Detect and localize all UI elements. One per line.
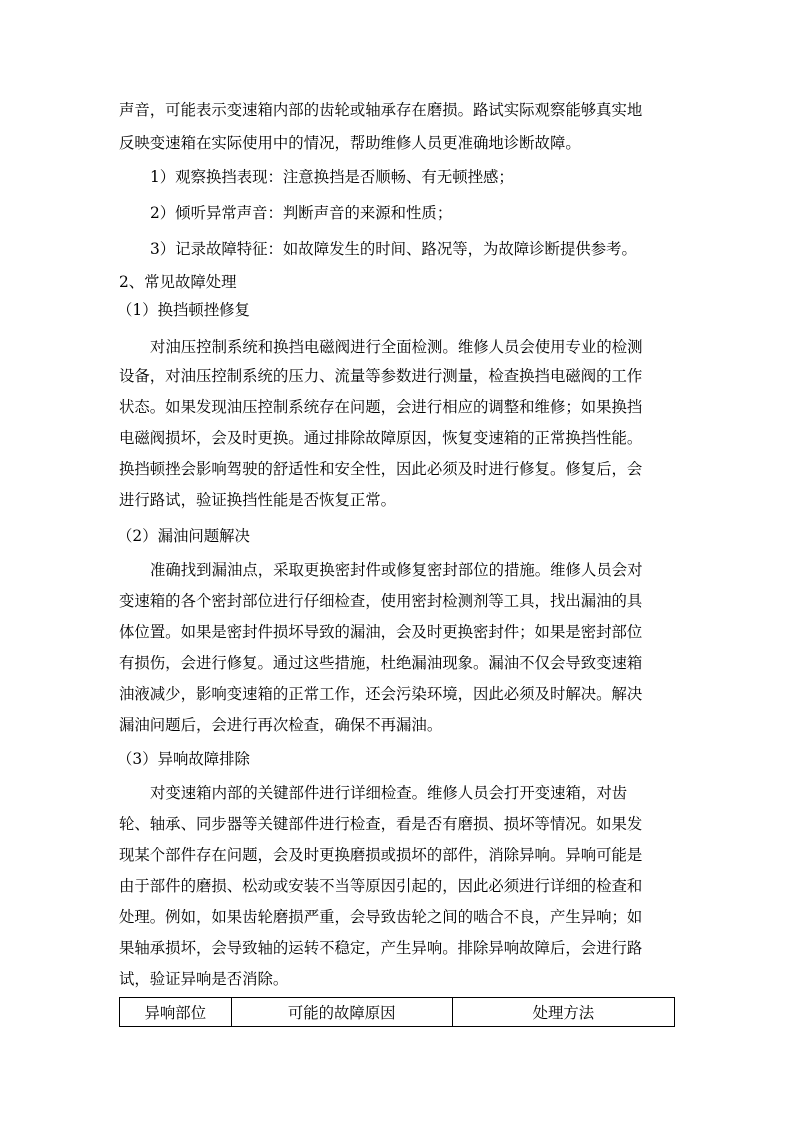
paragraph-line: 对油压控制系统和换挡电磁阀进行全面检测。维修人员会使用专业的检测: [150, 338, 643, 356]
subsection-heading: （1）换挡顿挫修复: [117, 301, 250, 319]
section-heading: 2、常见故障处理: [119, 273, 237, 291]
list-item: 3）记录故障特征：如故障发生的时间、路况等，为故障诊断提供参考。: [150, 240, 637, 258]
table-header-row: [120, 998, 675, 1027]
paragraph-line: 处理。例如，如果齿轮磨损严重，会导致齿轮之间的啮合不良，产生异响；如: [119, 908, 643, 926]
paragraph-line: 轮、轴承、同步器等关键部件进行检查，看是否有磨损、损坏等情况。如果发: [119, 815, 643, 833]
paragraph-line: 漏油问题后，会进行再次检查，确保不再漏油。: [119, 716, 443, 734]
subsection-heading: （2）漏油问题解决: [117, 527, 250, 545]
paragraph-line: 声音，可能表示变速箱内部的齿轮或轴承存在磨损。路试实际观察能够真实地: [119, 101, 643, 119]
paragraph-line: 准确找到漏油点，采取更换密封件或修复密封部位的措施。维修人员会对: [150, 561, 643, 579]
paragraph-line: 状态。如果发现油压控制系统存在问题，会进行相应的调整和维修；如果换挡: [119, 398, 643, 416]
paragraph-line: 现某个部件存在问题，会及时更换磨损或损坏的部件，消除异响。异响可能是: [119, 846, 643, 864]
paragraph-line: 电磁阀损坏，会及时更换。通过排除故障原因，恢复变速箱的正常换挡性能。: [119, 429, 643, 447]
paragraph-line: 变速箱的各个密封部位进行仔细检查，使用密封检测剂等工具，找出漏油的具: [119, 592, 643, 610]
paragraph-line: 设备，对油压控制系统的压力、流量等参数进行测量，检查换挡电磁阀的工作: [119, 367, 643, 385]
table-header-cell: 处理方法: [452, 998, 674, 1027]
list-item: 2）倾听异常声音：判断声音的来源和性质；: [150, 204, 453, 222]
paragraph-line: 由于部件的磨损、松动或安装不当等原因引起的，因此必须进行详细的检查和: [119, 877, 643, 895]
table-header-cell: 可能的故障原因: [231, 998, 452, 1027]
paragraph-line: 换挡顿挫会影响驾驶的舒适性和安全性，因此必须及时进行修复。修复后，会: [119, 460, 643, 478]
subsection-heading: （3）异响故障排除: [117, 750, 250, 768]
paragraph-line: 进行路试，验证换挡性能是否恢复正常。: [119, 491, 397, 509]
fault-table: [119, 997, 675, 1027]
paragraph-line: 有损伤，会进行修复。通过这些措施，杜绝漏油现象。漏油不仅会导致变速箱: [119, 654, 643, 672]
paragraph-line: 果轴承损坏，会导致轴的运转不稳定，产生异响。排除异响故障后，会进行路: [119, 939, 643, 957]
paragraph-line: 油液减少，影响变速箱的正常工作，还会污染环境，因此必须及时解决。解决: [119, 685, 643, 703]
paragraph-line: 试，验证异响是否消除。: [119, 970, 289, 988]
list-item: 1）观察换挡表现：注意换挡是否顺畅、有无顿挫感；: [150, 168, 514, 186]
table-header-cell: 异响部位: [120, 998, 232, 1027]
paragraph-line: 体位置。如果是密封件损坏导致的漏油，会及时更换密封件；如果是密封部位: [119, 623, 643, 641]
paragraph-line: 反映变速箱在实际使用中的情况，帮助维修人员更准确地诊断故障。: [119, 134, 581, 152]
paragraph-line: 对变速箱内部的关键部件进行详细检查。维修人员会打开变速箱，对齿: [150, 784, 628, 802]
